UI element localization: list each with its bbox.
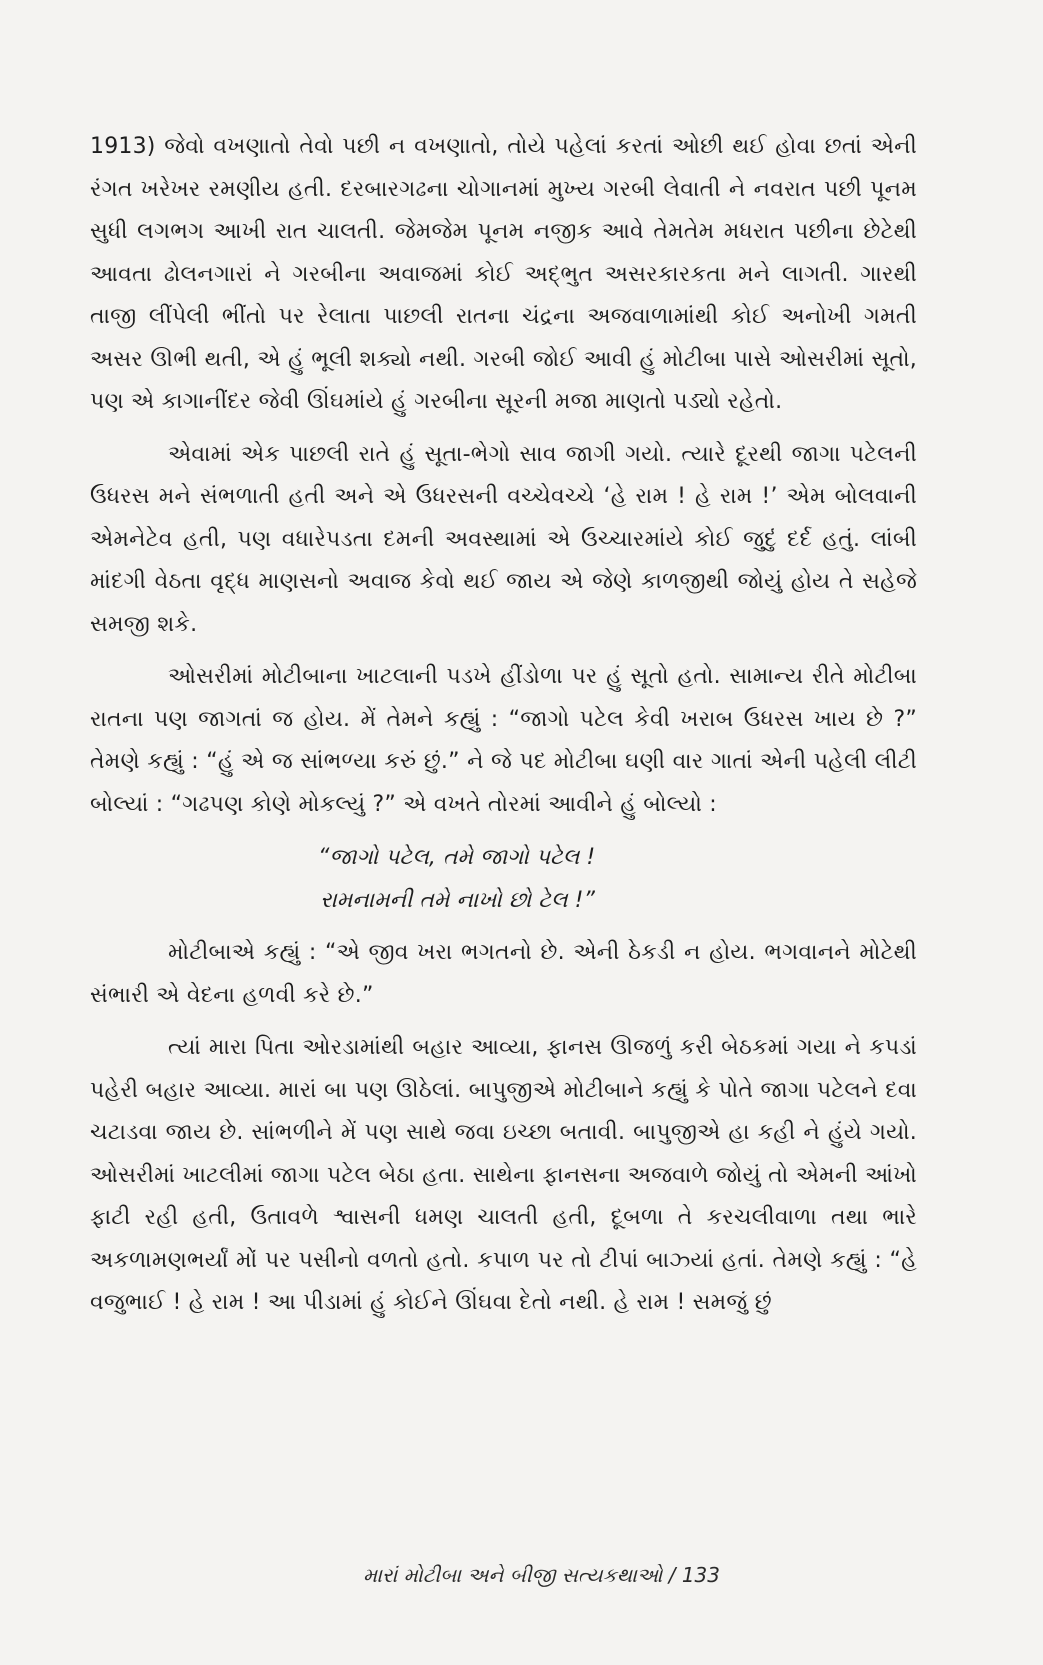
verse-line: રામનામની તમે નાખો છો ટેલ !” xyxy=(320,888,595,913)
verse-line: “જાગો પટેલ, તમે જાગો પટેલ ! xyxy=(318,845,596,870)
paragraph: મોટીબાએ કહ્યું : “એ જીવ ખરા ભગતનો છે. એની ઠેકડી ન હોય. ભગવાનને મોટેથી સંભારી એ વેદના હળવી કરે છે.” xyxy=(90,940,917,1008)
paragraph: ત્યાં મારા પિતા ઓરડામાંથી બહાર આવ્યા, ફાનસ ઊજળું કરી બેઠકમાં ગયા ને કપડાં પહેરી બહાર આવ્યા. મારાં બા પણ ઊઠેલાં. બાપુજીએ મોટીબાને કહ્યું કે પોતે જાગા પટેલને દવા ચટાડવા જાય છે. સાંભળીને મેં પણ સાથે જવા ઇચ્છા બતાવી. બાપુજીએ હા કહી ને હુંયે ગયો. ઓસરીમાં ખાટલીમાં જાગા પટેલ બેઠા હતા. સાથેના ફાનસના અજવાળે જોયું તો એમની આંખો ફાટી રહી હતી, ઉતાવળે શ્વાસની ધમણ ચાલતી હતી, દૂબળા તે કરચલીવાળા તથા ભારે અકળામણભર્યાં મોં પર પસીનો વળતો હતો. કપાળ પર તો ટીપાં બાઝ્યાં હતાં. તેમણે કહ્યું : “હે વજુભાઈ ! હે રામ ! આ પીડામાં હું કોઈને ઊંઘવા દેતો નથી. હે રામ ! સમજું છું xyxy=(90,1035,917,1315)
page-footer xyxy=(0,1563,1043,1587)
paragraph: 1913) જેવો વખણાતો તેવો પછી ન વખણાતો, તોયે પહેલાં કરતાં ઓછી થઈ હોવા છતાં એની રંગત ખરેખર રમણીય હતી. દરબારગઢના ચોગાનમાં મુખ્ય ગરબી લેવાતી ને નવરાત પછી પૂનમ સુધી લગભગ આખી રાત ચાલતી. જેમજેમ પૂનમ નજીક આવે તેમતેમ મધરાત પછીના છેટેથી આવતા ઢોલનગારાં ને ગરબીના અવાજમાં કોઈ અદ્ભુત અસરકારકતા મને લાગતી. ગારથી તાજી લીંપેલી ભીંતો પર રેલાતા પાછલી રાતના ચંદ્રના અજવાળામાંથી કોઈ અનોખી ગમતી અસર ઊભી થતી, એ હું ભૂલી શક્યો નથી. ગરબી જોઈ આવી હું મોટીબા પાસે ઓસરીમાં સૂતો, પણ એ કાગાનીંદર જેવી ઊંઘમાંયે હું ગરબીના સૂરની મજા માણતો પડ્યો રહેતો. xyxy=(90,134,917,414)
running-footer-title-and-page-number: મારાં મોટીબા અને બીજી સત્યકથાઓ / 133 xyxy=(363,1563,720,1587)
paragraph: ઓસરીમાં મોટીબાના ખાટલાની પડખે હીંડોળા પર હું સૂતો હતો. સામાન્ય રીતે મોટીબા રાતના પણ જાગતાં જ હોય. મેં તેમને કહ્યું : “જાગો પટેલ કેવી ખરાબ ઉધરસ ખાય છે ?” તેમણે કહ્યું : “હું એ જ સાંભળ્યા કરું છું.” ને જે પદ મોટીબા ઘણી વાર ગાતાં એની પહેલી લીટી બોલ્યાં : “ગઢપણ કોણે મોકલ્યું ?” એ વખતે તોરમાં આવીને હું બોલ્યો : xyxy=(90,664,917,817)
verse-block xyxy=(90,836,917,922)
page-body xyxy=(90,126,917,1325)
paragraph: એવામાં એક પાછલી રાતે હું સૂતા-ભેગો સાવ જાગી ગયો. ત્યારે દૂરથી જાગા પટેલની ઉધરસ મને સંભળાતી હતી અને એ ઉધરસની વચ્ચેવચ્ચે ‘હે રામ ! હે રામ !’ એમ બોલવાની એમનેટેવ હતી, પણ વધારેપડતા દમની અવસ્થામાં એ ઉચ્ચારમાંયે કોઈ જુદું દર્દ હતું. લાંબી માંદગી વેઠતા વૃદ્ધ માણસનો અવાજ કેવો થઈ જાય એ જેણે કાળજીથી જોયું હોય તે સહેજે સમજી શકે. xyxy=(90,441,917,637)
